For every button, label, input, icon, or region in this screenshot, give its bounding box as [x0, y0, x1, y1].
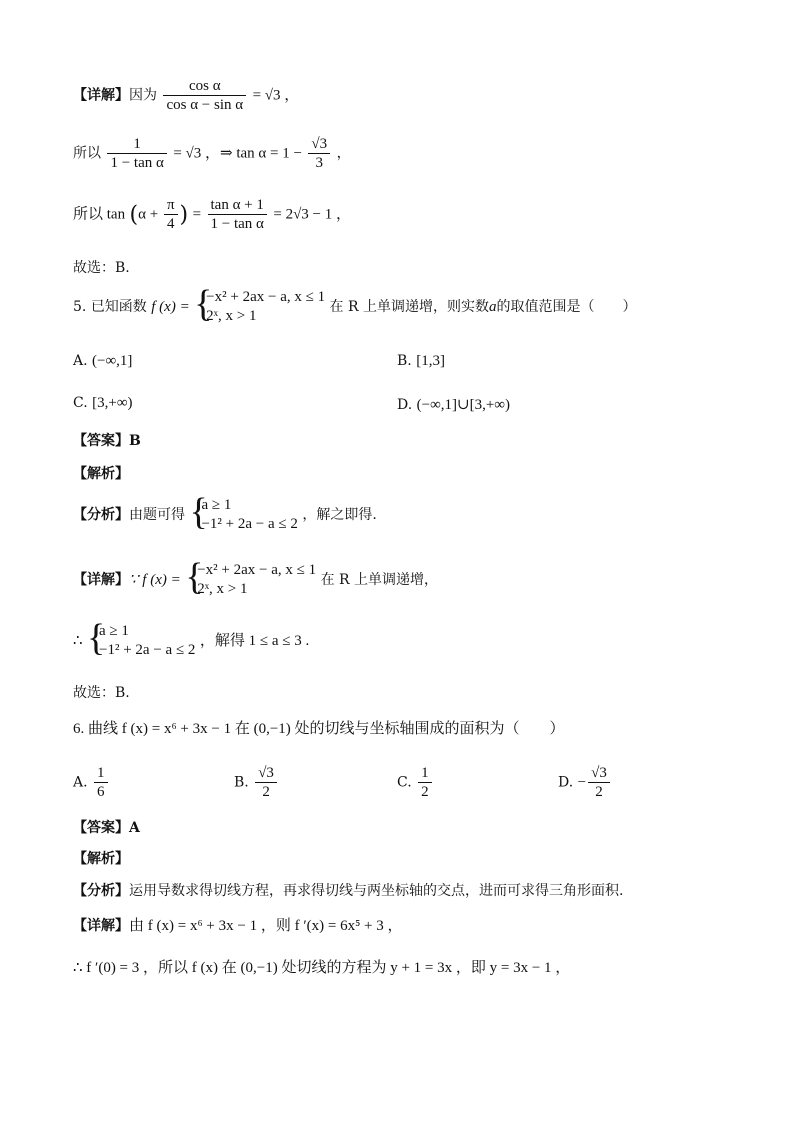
piecewise: { −x² + 2ax − a, x ≤ 1 2ˣ, x > 1	[185, 561, 316, 599]
analysis-heading: 【解析】	[73, 851, 129, 867]
equation-rhs: = √3 ，	[252, 87, 300, 104]
fraction: $\frac{\text{cos α}}{\text{cos α − sin α}}$	[163, 77, 246, 114]
fraction: $\frac{1}{\text{1 − tan α}}$	[107, 135, 166, 172]
piecewise: { −x² + 2ax − a, x ≤ 1 2ˣ, x > 1	[194, 288, 325, 326]
system: { a ≥ 1 −1² + 2a − a ≤ 2	[189, 496, 297, 534]
detail-line-1	[73, 77, 299, 114]
question-6: 6. 曲线 f (x) = x⁶ + 3x − 1 在 (0,−1) 处的切线与坐标轴围成的面积为（ ）	[73, 721, 565, 737]
detail-line-2	[73, 135, 351, 172]
analysis-heading: 【解析】	[73, 466, 129, 482]
equals: =	[192, 206, 202, 223]
fraction: $\frac{√3}{3}$	[308, 135, 330, 172]
text: 已知函数	[90, 299, 147, 315]
equation-rhs: = 2√3 − 1 ，	[273, 206, 352, 223]
detail-line-3: 所以 tan (α + $\frac{\pi}{4}$ ) = $\frac{\text{tan α + 1}}{\text{1 − tan α}}$ = 2√3 − 1 ，	[73, 197, 352, 232]
text: 因为	[129, 87, 157, 104]
option-a: A. $\frac{1}{6}$	[73, 764, 110, 801]
function: f (x) =	[151, 299, 190, 315]
answer: 【答案】A	[73, 820, 140, 836]
comma: ，	[336, 145, 351, 162]
therefore-line: ∴ { a ≥ 1 −1² + 2a − a ≤ 2 ，解得 1 ≤ a ≤ 3 .	[73, 622, 309, 660]
fraction: $\frac{\text{tan α + 1}}{\text{1 − tan α}}$	[208, 196, 267, 233]
var-a: a	[489, 299, 497, 315]
option-d: D. (−∞,1]∪[3,+∞)	[397, 397, 510, 413]
equation-mid: = √3 ，⇒ tan α = 1 −	[173, 145, 302, 162]
question-number: 5.	[73, 299, 87, 315]
text: 在 R 上单调递增，则实数	[329, 299, 489, 315]
option-b: B. [1,3]	[397, 353, 445, 369]
fraction-pi-4: $\frac{\pi}{4}$	[164, 196, 178, 233]
text: 所以	[73, 145, 101, 162]
choice-line: 故选：B.	[73, 260, 130, 276]
detail-line-q5: 【详解】∵ f (x) = { −x² + 2ax − a, x ≤ 1 2ˣ, x > 1 在 R 上单调递增，	[73, 561, 438, 599]
analysis-line: 【分析】由题可得 { a ≥ 1 −1² + 2a − a ≤ 2 ，解之即得.	[73, 496, 377, 534]
tangent-line: ∴ f ′(0) = 3 ，所以 f (x) 在 (0,−1) 处切线的方程为 y + 1 = 3x ，即 y = 3x − 1 ，	[73, 960, 571, 976]
system: { a ≥ 1 −1² + 2a − a ≤ 2	[87, 622, 195, 660]
detail-label: 【详解】	[73, 87, 129, 104]
choice-line: 故选：B.	[73, 685, 130, 701]
text: 所以 tan	[73, 206, 126, 223]
option-b: B. $\frac{√3}{2}$	[234, 764, 279, 801]
option-d: D. − $\frac{√3}{2}$	[558, 764, 612, 801]
text: 的取值范围是（ ）	[496, 299, 637, 315]
option-c: C. $\frac{1}{2}$	[397, 764, 434, 801]
answer: 【答案】B	[73, 433, 141, 449]
option-a: A. (−∞,1]	[73, 353, 133, 369]
analysis-line: 【分析】运用导数求得切线方程，再求得切线与两坐标轴的交点，进而可求得三角形面积.	[73, 883, 624, 899]
option-c: C. [3,+∞)	[73, 395, 133, 411]
question-5	[73, 288, 637, 326]
inner: α +	[138, 206, 162, 223]
detail-line-q6: 【详解】由 f (x) = x⁶ + 3x − 1 ，则 f ′(x) = 6x⁵ + 3 ，	[73, 918, 403, 934]
